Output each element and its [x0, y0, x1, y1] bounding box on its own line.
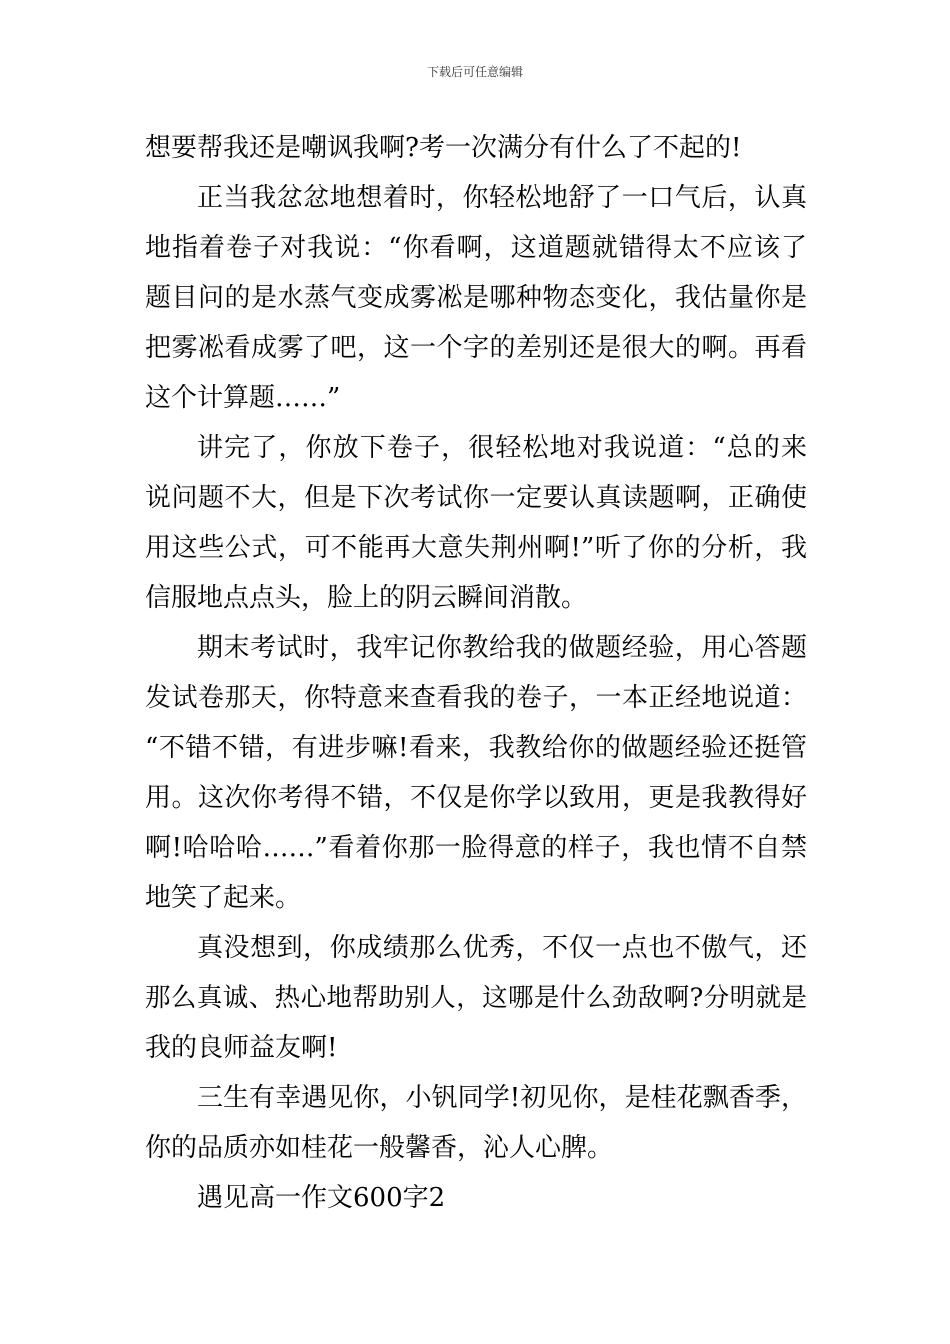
text-line: 想要帮我还是嘲讽我啊?考一次满分有什么了不起的! — [145, 133, 742, 163]
text-line: 发试卷那天，你特意来查看我的卷子，一本正经地说道： — [145, 683, 807, 713]
text-line: 讲完了，你放下卷子，很轻松地对我说道：“总的来 — [197, 433, 807, 463]
text-line: 那么真诚、热心地帮助别人，这哪是什么劲敌啊?分明就是 — [145, 983, 807, 1013]
text-line: 题目问的是水蒸气变成雾凇是哪种物态变化，我估量你是 — [145, 283, 807, 313]
text-line: 地笑了起来。 — [145, 883, 302, 913]
text-line: 正当我忿忿地想着时，你轻松地舒了一口气后，认真 — [197, 183, 807, 213]
text-line: 用这些公式，可不能再大意失荆州啊!”听了你的分析，我 — [145, 533, 807, 563]
page-header: 下载后可任意编辑 — [426, 65, 523, 79]
text-line: 啊!哈哈哈……”看着你那一脸得意的样子，我也情不自禁 — [145, 833, 807, 863]
text-line: 期末考试时，我牢记你教给我的做题经验，用心答题 — [197, 633, 807, 663]
text-line: 用。这次你考得不错，不仅是你学以致用，更是我教得好 — [145, 783, 807, 813]
text-line: “不错不错，有进步嘛!看来，我教给你的做题经验还挺管 — [145, 733, 807, 763]
text-line: 说问题不大，但是下次考试你一定要认真读题啊，正确使 — [145, 483, 807, 513]
text-line: 地指着卷子对我说：“你看啊，这道题就错得太不应该了 — [145, 233, 807, 263]
section-heading: 遇见高一作文600字2 — [197, 1183, 446, 1213]
text-line: 把雾凇看成雾了吧，这一个字的差别还是很大的啊。再看 — [145, 333, 807, 363]
text-line: 三生有幸遇见你，小钒同学!初见你，是桂花飘香季， — [197, 1083, 807, 1113]
text-line: 我的良师益友啊! — [145, 1033, 338, 1063]
essay-body — [145, 123, 807, 1223]
text-line: 这个计算题……” — [145, 383, 341, 413]
text-line: 真没想到，你成绩那么优秀，不仅一点也不傲气，还 — [197, 933, 807, 963]
text-line: 你的品质亦如桂花一般馨香，沁人心脾。 — [145, 1133, 614, 1163]
text-line: 信服地点点头，脸上的阴云瞬间消散。 — [145, 583, 588, 613]
